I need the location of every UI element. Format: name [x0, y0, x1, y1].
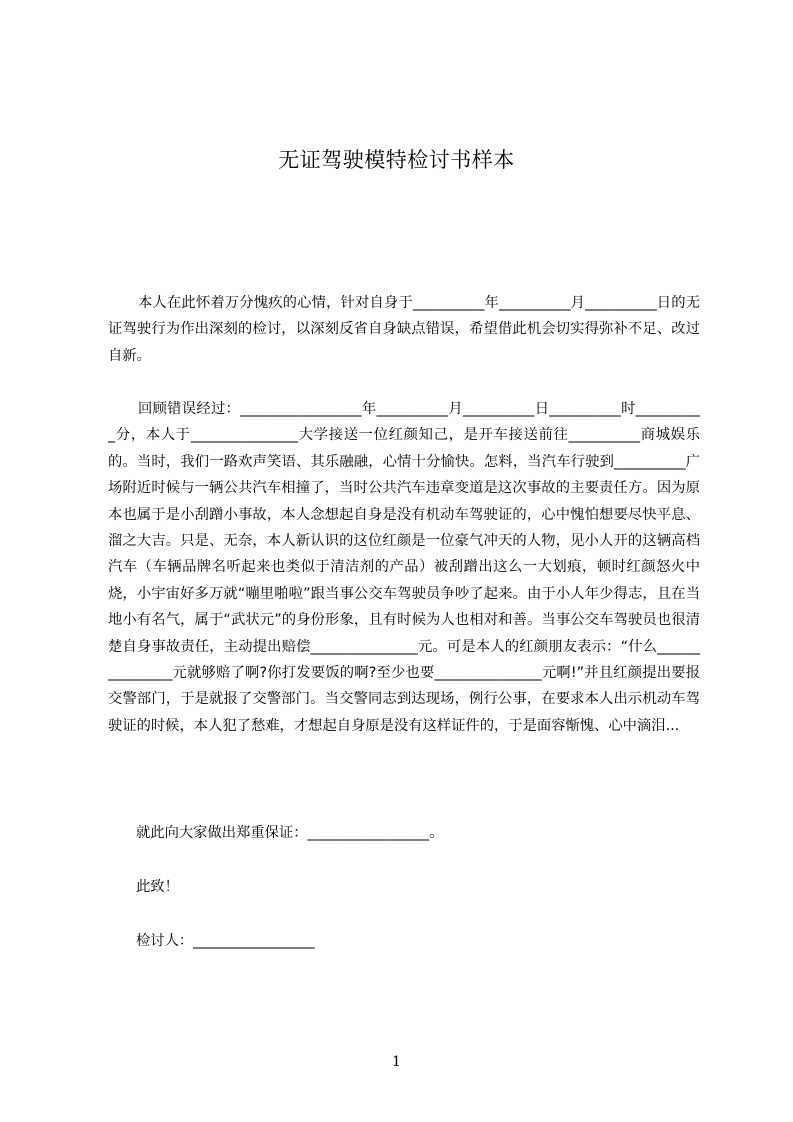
intro-paragraph: 本人在此怀着万分愧疚的心情，针对自身于__________年__________月__________日的无证驾驶行为作出深刻的检讨，以深刻反省自身缺点错误，希望借此机会切实得弥补不足、改过自新。: [108, 295, 700, 364]
signature-line: 检讨人：_________________: [136, 933, 315, 949]
salutation-line: 此致！: [136, 879, 179, 895]
incident-paragraph: 回顾错误经过：_________________年__________月__________日__________时__________分，本人于_______________大学接送一位红颜知己，是开车接送前往__________商城娱乐的。当时，我们一路欢声笑语、其乐融融，心情十分愉快。怎料，当汽车行驶到__________广场附近时候与一辆公共汽车相撞了，当时公共汽车违章变道是这次事故的主要责任方。因为原本也属于是小刮蹭小事故，本人念想起自身是没有机动车驾驶证的，心中愧怕想要尽快平息、溜之大吉。只是、无奈，本人新认识的这位红颜是一位豪气冲天的人物，见小人开的这辆高档汽车（车辆品牌名听起来也类似于清洁剂的产品）被刮蹭出这么一大划痕，顿时红颜怒火中烧，小宇宙好多万就“嘣里啪啦”跟当事公交车驾驶员争吵了起来。由于小人年少得志，且在当地小有名气，属于“武状元”的身份形象，且有时候为人也相对和善。当事公交车驾驶员也很清楚自身事故责任，主动提出赔偿_______________元。可是本人的红颜朋友表示：“什么_______________元就够赔了啊?你打发要饭的啊?至少也要_______________元啊!”并且红颜提出要报交警部门，于是就报了交警部门。当交警同志到达现场，例行公事，在要求本人出示机动车驾驶证的时候，本人犯了愁难，才想起自身原是没有这样证件的，于是面容惭愧、心中滴泪...: [108, 401, 700, 734]
document-title: 无证驾驶模特检讨书样本: [278, 148, 515, 172]
pledge-line: 就此向大家做出郑重保证：_________________。: [136, 825, 444, 841]
page-number: 1: [392, 1054, 401, 1070]
